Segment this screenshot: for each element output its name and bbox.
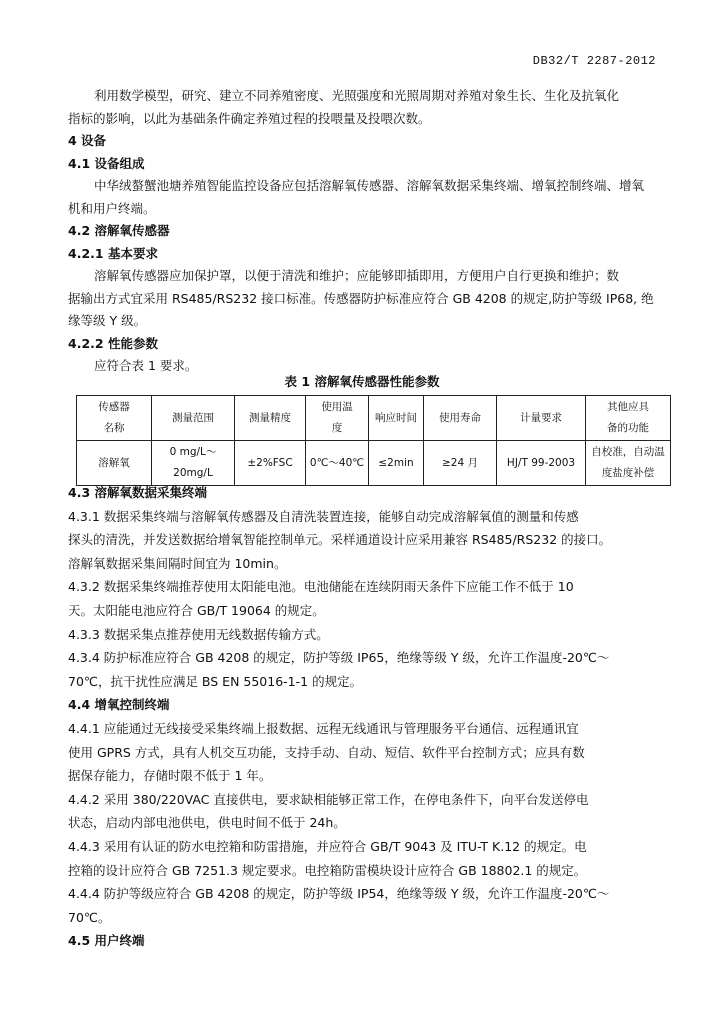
table-caption: 表 1 溶解氧传感器性能参数 (284, 374, 440, 389)
paragraph-line: 4.4.3 采用有认证的防水电控箱和防雷措施，并应符合 GB/T 9043 及 ITU-T K.12 的规定。电 (68, 839, 587, 854)
table-cell: 0℃～40℃ (306, 441, 369, 486)
paragraph-line: 70℃。 (68, 909, 111, 925)
table-header-cell: 传感器 名称 (77, 396, 152, 441)
performance-table (76, 395, 671, 486)
paragraph-line: 使用 GPRS 方式，具有人机交互功能，支持手动、自动、短信、软件平台控制方式；应具有数 (68, 744, 585, 760)
section-heading: 4 设备 (68, 133, 107, 148)
document-code: DB32/T 2287-2012 (532, 54, 656, 68)
section-heading: 4.5 用户终端 (68, 933, 145, 949)
table-cell: ≥24 月 (424, 441, 497, 486)
section-heading: 4.4 增氧控制终端 (68, 697, 170, 713)
table-header-cell: 使用温 度 (306, 396, 369, 441)
table-header-row (77, 396, 671, 441)
table-cell: 溶解氧 (77, 441, 152, 486)
paragraph-line: 4.3.2 数据采集终端推荐使用太阳能电池。电池储能在连续阴雨天条件下应能工作不低于 10 (68, 579, 574, 595)
table-cell: ±2%FSC (235, 441, 306, 486)
table-cell: 0 mg/L～ 20mg/L (152, 441, 235, 486)
paragraph-line: 天。太阳能电池应符合 GB/T 19064 的规定。 (68, 603, 325, 618)
paragraph-line: 4.3.4 防护标准应符合 GB 4208 的规定，防护等级 IP65，绝缘等级 Y 级，允许工作温度-20℃～ (68, 650, 610, 666)
paragraph-line: 机和用户终端。 (68, 200, 156, 216)
paragraph-line: 缘等级 Y 级。 (68, 313, 147, 328)
table-header-cell: 测量范围 (152, 396, 235, 441)
table-header-cell: 计量要求 (497, 396, 586, 441)
section-heading: 4.3 溶解氧数据采集终端 (68, 485, 207, 500)
paragraph-line: 中华绒螯蟹池塘养殖智能监控设备应包括溶解氧传感器、溶解氧数据采集终端、增氧控制终端、增氧 (94, 178, 645, 193)
table-header-cell: 响应时间 (369, 396, 424, 441)
section-heading: 4.2 溶解氧传感器 (68, 223, 170, 238)
paragraph-line: 探头的清洗，并发送数据给增氧智能控制单元。采样通道设计应采用兼容 RS485/RS232 的接口。 (68, 532, 612, 548)
section-heading: 4.2.2 性能参数 (68, 335, 158, 351)
paragraph-line: 70℃，抗干扰性应满足 BS EN 55016-1-1 的规定。 (68, 673, 363, 689)
paragraph-line: 4.3.1 数据采集终端与溶解氧传感器及自清洗装置连接，能够自动完成溶解氧值的测量和传感 (68, 508, 579, 524)
paragraph-line: 4.4.4 防护等级应符合 GB 4208 的规定，防护等级 IP54，绝缘等级 Y 级，允许工作温度-20℃～ (68, 886, 610, 902)
section-heading: 4.2.1 基本要求 (68, 245, 158, 261)
paragraph-line: 4.4.2 采用 380/220VAC 直接供电，要求缺相能够正常工作，在停电条件下，向平台发送停电 (68, 791, 589, 807)
paragraph-line: 利用数学模型，研究、建立不同养殖密度、光照强度和光照周期对养殖对象生长、生化及抗氧化 (94, 88, 620, 103)
paragraph-line: 据输出方式宜采用 RS485/RS232 接口标准。传感器防护标准应符合 GB 4208 的规定,防护等级 IP68, 绝 (68, 290, 654, 306)
paragraph-line: 控箱的设计应符合 GB 7251.3 规定要求。电控箱防雷模块设计应符合 GB 18802.1 的规定。 (68, 862, 587, 878)
table-cell: 自校准，自动温 度盐度补偿 (586, 441, 671, 486)
table-row (77, 441, 671, 486)
paragraph-line: 溶解氧传感器应加保护罩，以便于清洗和维护；应能够即插即用，方便用户自行更换和维护；数 (94, 268, 620, 283)
section-heading: 4.1 设备组成 (68, 155, 145, 171)
paragraph-line: 溶解氧数据采集间隔时间宜为 10min。 (68, 555, 287, 571)
table-cell: ≤2min (369, 441, 424, 486)
paragraph-line: 4.4.1 应能通过无线接受采集终端上报数据、远程无线通讯与管理服务平台通信、远程通讯宜 (68, 721, 579, 736)
paragraph-line: 4.3.3 数据采集点推荐使用无线数据传输方式。 (68, 626, 329, 642)
table-header-cell: 使用寿命 (424, 396, 497, 441)
table-cell: HJ/T 99-2003 (497, 441, 586, 486)
table-header-cell: 其他应具 备的功能 (586, 396, 671, 441)
paragraph-line: 状态，启动内部电池供电，供电时间不低于 24h。 (68, 815, 346, 831)
paragraph-line: 据保存能力，存储时限不低于 1 年。 (68, 768, 272, 784)
paragraph-line: 应符合表 1 要求。 (94, 358, 198, 373)
table-header-cell: 测量精度 (235, 396, 306, 441)
paragraph-line: 指标的影响，以此为基础条件确定养殖过程的投喂量及投喂次数。 (68, 110, 431, 126)
